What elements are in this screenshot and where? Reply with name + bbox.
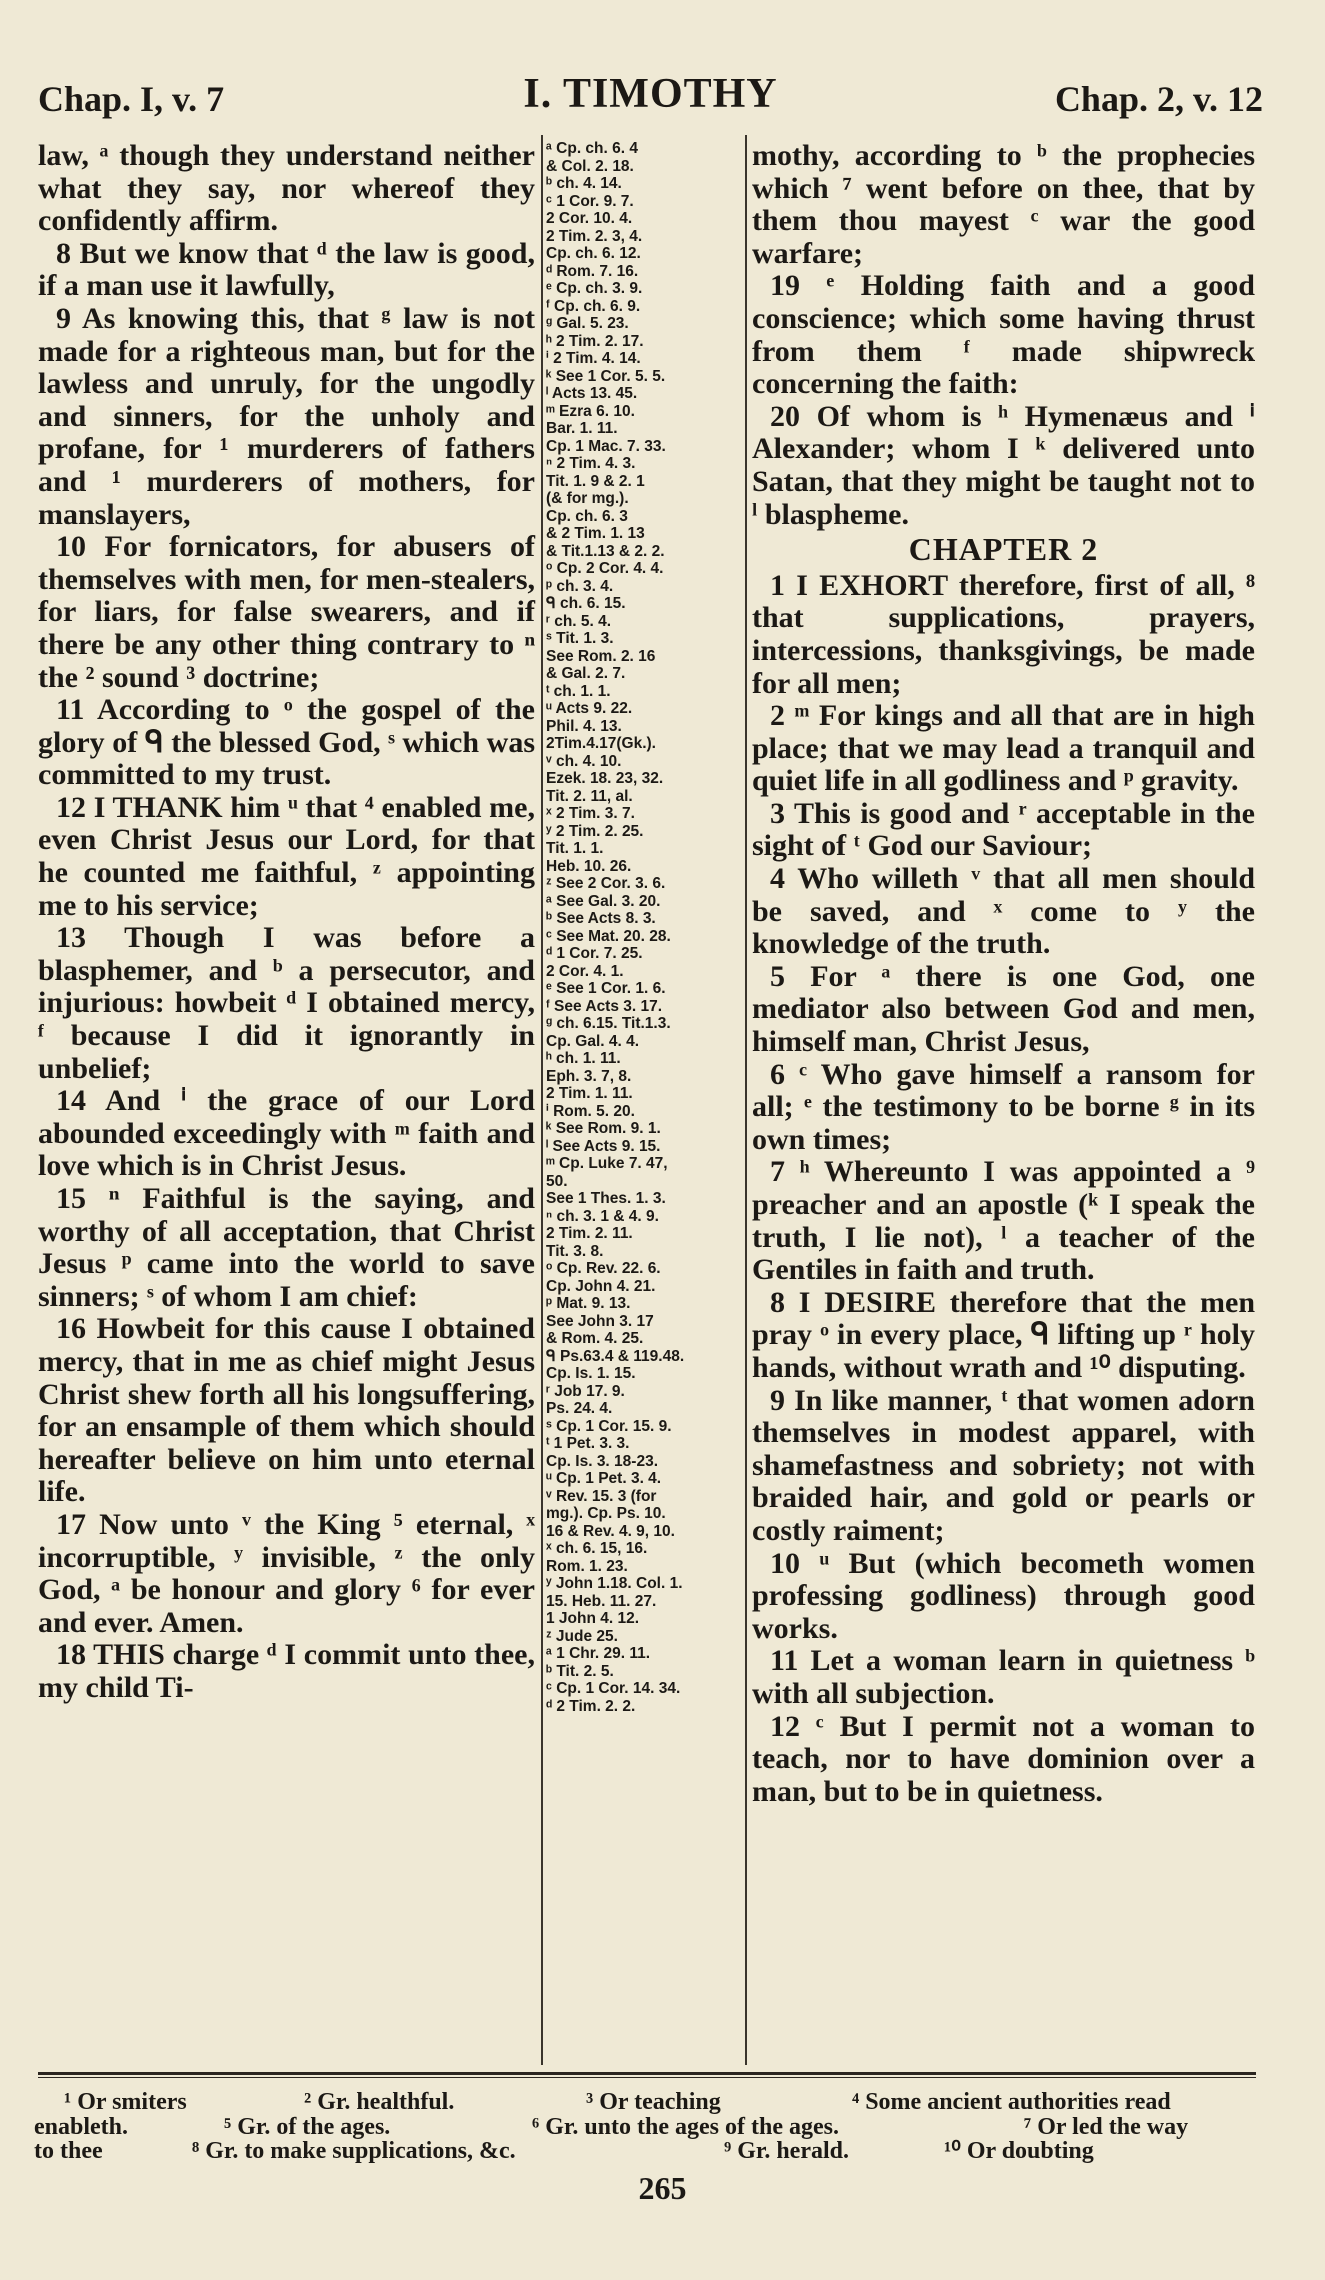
footnote-2: ² Gr. healthful. <box>304 2089 455 2115</box>
cross-reference: ᵘ Acts 9. 22. <box>546 700 633 717</box>
cross-reference: ᵗ 1 Pet. 3. 3. <box>546 1435 630 1452</box>
verse-v18: 18 THIS charge ᵈ I commit unto thee, my child Ti- <box>38 1638 535 1704</box>
cross-reference: 15. Heb. 11. 27. <box>546 1592 657 1610</box>
cross-reference: ʰ 2 Tim. 2. 17. <box>546 332 644 350</box>
cross-reference: ᵇ ch. 4. 14. <box>546 175 622 192</box>
cross-reference: ᵏ See 1 Cor. 5. 5. <box>546 367 666 385</box>
cross-reference: 50. <box>546 1172 568 1190</box>
verse-c2v2: 2 ᵐ For kings and all that are in high place; that we may lead a tranquil and quiet life in all godliness and ᵖ gravity. <box>752 699 1255 798</box>
cross-reference: Cp. ch. 6. 3 <box>546 507 628 525</box>
cross-reference-column <box>546 140 742 2068</box>
footnote-1: ¹ Or smiters <box>64 2089 187 2115</box>
cross-reference: ⁿ 2 Tim. 4. 3. <box>546 455 636 472</box>
cross-reference: ᵛ Rev. 15. 3 (for <box>546 1487 657 1505</box>
cross-reference: (& for mg.). <box>546 490 629 507</box>
cross-reference: 2 Tim. 2. 11. <box>546 1225 633 1242</box>
cross-reference: Cp. Is. 1. 15. <box>546 1365 636 1382</box>
verse-v16: 16 Howbeit for this cause I obtained mercy, that in me as chief might Jesus Christ shew forth all his longsuffering, for an ensample of them which should hereafter believe on him unto eternal life. <box>38 1312 535 1509</box>
cross-reference: ᵈ 1 Cor. 7. 25. <box>546 945 643 962</box>
cross-reference: 16 & Rev. 4. 9, 10. <box>546 1522 675 1540</box>
cross-reference: Cp. Gal. 4. 4. <box>546 1032 640 1050</box>
cross-reference: ᶜ See Mat. 20. 28. <box>546 927 671 945</box>
cross-reference: ᵃ 1 Chr. 29. 11. <box>546 1645 651 1662</box>
cross-reference: Cp. ch. 6. 12. <box>546 245 641 262</box>
cross-reference: ᵇ Tit. 2. 5. <box>546 1662 614 1680</box>
cross-reference: Rom. 1. 23. <box>546 1557 628 1575</box>
cross-reference: ᵈ 2 Tim. 2. 2. <box>546 1697 636 1715</box>
footnote-7-continued: to thee <box>34 2138 103 2164</box>
verse-c2v6: 6 ᶜ Who gave himself a ransom for all; ᵉ the testimony to be borne ᵍ in its own times; <box>752 1057 1255 1156</box>
verse-v19: 19 ᵉ Holding faith and a good conscience; which some having thrust from them ᶠ made shipwreck concerning the faith: <box>752 269 1255 401</box>
footnote-4-continued: enableth. <box>34 2113 129 2140</box>
verse-v14: 14 And ⁱ the grace of our Lord abounded exceedingly with ᵐ faith and love which is in Christ Jesus. <box>38 1084 535 1183</box>
cross-reference: ᵃ See Gal. 3. 20. <box>546 892 661 910</box>
cross-reference: ᵈ Rom. 7. 16. <box>546 262 639 280</box>
cross-reference: ᵖ Mat. 9. 13. <box>546 1295 631 1312</box>
cross-reference: ᶜ Cp. 1 Cor. 14. 34. <box>546 1680 681 1697</box>
verse-c2v3: 3 This is good and ʳ acceptable in the sight of ᵗ God our Saviour; <box>752 796 1255 863</box>
header-book-title: I. TIMOTHY <box>523 71 778 117</box>
cross-reference: Cp. 1 Mac. 7. 33. <box>546 437 666 455</box>
cross-reference: Tit. 1. 1. <box>546 840 604 857</box>
cross-reference: Bar. 1. 11. <box>546 420 618 437</box>
cross-reference: ˡ See Acts 9. 15. <box>546 1137 661 1155</box>
footnote-8: ⁸ Gr. to make supplications, &c. <box>192 2138 516 2164</box>
cross-reference: ʸ 2 Tim. 2. 25. <box>546 822 644 840</box>
cross-reference: ᵍ ch. 6.15. Tit.1.3. <box>546 1015 671 1032</box>
footnote-7: ⁷ Or led the way <box>1024 2113 1189 2140</box>
column-divider-right <box>745 135 747 2065</box>
verse-v8: 8 But we know that ᵈ the law is good, if a man use it lawfully, <box>38 236 535 303</box>
footnote-rule-thin <box>38 2077 1256 2078</box>
cross-reference: See 1 Thes. 1. 3. <box>546 1190 666 1207</box>
cross-reference: ᵐ Cp. Luke 7. 47, <box>546 1155 668 1172</box>
cross-reference: Tit. 2. 11, al. <box>546 787 633 805</box>
cross-reference: ˣ 2 Tim. 3. 7. <box>546 805 635 822</box>
cross-reference: & Rom. 4. 25. <box>546 1330 644 1347</box>
verse-v20: 20 Of whom is ʰ Hymenæus and ⁱ Alexander; whom I ᵏ delivered unto Satan, that they might be taught not to ˡ blaspheme. <box>752 399 1255 531</box>
cross-reference: ˡ Acts 13. 45. <box>546 385 638 402</box>
footnote-5: ⁵ Gr. of the ages. <box>224 2113 391 2140</box>
chapter-heading: CHAPTER 2 <box>908 531 1099 568</box>
verse-c2v4: 4 Who willeth ᵛ that all men should be saved, and ˣ come to ʸ the knowledge of the truth. <box>752 862 1255 961</box>
cross-reference: ᵘ Cp. 1 Pet. 3. 4. <box>546 1470 662 1487</box>
cross-reference: ᑫ Ps.63.4 & 119.48. <box>546 1347 685 1365</box>
verse-c2v7: 7 ʰ Whereunto I was appointed a ⁹ preacher and an apostle (ᵏ I speak the truth, I lie not), ˡ a teacher of the Gentiles in faith and truth. <box>752 1155 1255 1287</box>
cross-reference: ᵉ Cp. ch. 3. 9. <box>546 280 643 297</box>
cross-reference: ᵍ Gal. 5. 23. <box>546 315 629 332</box>
running-header <box>38 70 1263 130</box>
cross-reference: Cp. Is. 3. 18-23. <box>546 1452 658 1470</box>
cross-reference: See Rom. 2. 16 <box>546 647 656 665</box>
footnote-3: ³ Or teaching <box>586 2089 721 2115</box>
cross-reference: & Gal. 2. 7. <box>546 665 626 682</box>
cross-reference: ᵐ Ezra 6. 10. <box>546 402 635 420</box>
cross-reference: ᵗ ch. 1. 1. <box>546 682 611 700</box>
cross-reference: & 2 Tim. 1. 13 <box>546 525 645 542</box>
verse-v17: 17 Now unto ᵛ the King ⁵ eternal, ˣ incorruptible, ʸ invisible, ᶻ the only God, ᵃ be honour and glory ⁶ for ever and ever. Amen. <box>38 1507 535 1639</box>
cross-reference: ʸ John 1.18. Col. 1. <box>546 1575 683 1592</box>
cross-reference: Tit. 3. 8. <box>546 1242 604 1260</box>
cross-reference: Ps. 24. 4. <box>546 1400 613 1417</box>
verse-v15: 15 ⁿ Faithful is the saying, and worthy of all acceptation, that Christ Jesus ᵖ came into the world to save sinners; ˢ of whom I am chief: <box>38 1182 535 1313</box>
cross-reference: ᶻ Jude 25. <box>546 1627 618 1645</box>
header-right: Chap. 2, v. 12 <box>1054 79 1263 119</box>
cross-reference: Cp. John 4. 21. <box>546 1277 656 1295</box>
footnote-4: ⁴ Some ancient authorities read <box>852 2089 1171 2115</box>
cross-reference: ᶠ See Acts 3. 17. <box>546 997 663 1015</box>
verse-c2v12: 12 ᶜ But I permit not a woman to teach, nor to have dominion over a man, but to be in quietness. <box>752 1709 1255 1808</box>
verse-v10: 10 For fornicators, for abusers of themselves with men, for men-stealers, for liars, for false swearers, and if there be any other thing contrary to ⁿ the ² sound ³ doctrine; <box>38 530 535 694</box>
cross-reference: ˢ Cp. 1 Cor. 15. 9. <box>546 1417 672 1435</box>
cross-reference: ᵒ Cp. 2 Cor. 4. 4. <box>546 560 664 577</box>
left-text-column <box>38 140 535 1705</box>
verse-v9: 9 As knowing this, that ᵍ law is not made for a righteous man, but for the lawless and unruly, for the ungodly and sinners, for the unholy and profane, for ¹ murderers of fathers and ¹ murderers of mothers, for manslayers, <box>38 301 535 531</box>
cross-reference: mg.). Cp. Ps. 10. <box>546 1505 666 1522</box>
footnote-6: ⁶ Gr. unto the ages of the ages. <box>532 2113 839 2140</box>
verse-c2v11: 11 Let a woman learn in quietness ᵇ with all subjection. <box>752 1644 1255 1710</box>
verse-c2v1: 1 I EXHORT therefore, first of all, ⁸ that supplications, prayers, intercessions, thanksgivings, be made for all men; <box>752 568 1255 700</box>
column-divider-left <box>541 135 543 2065</box>
footnote-rule <box>38 2072 1256 2075</box>
cross-reference: ᵉ See 1 Cor. 1. 6. <box>546 980 666 997</box>
cross-reference: Eph. 3. 7, 8. <box>546 1067 632 1085</box>
cross-reference: Phil. 4. 13. <box>546 717 622 735</box>
cross-reference: ᶠ Cp. ch. 6. 9. <box>546 297 641 315</box>
header-left: Chap. I, v. 7 <box>38 79 225 119</box>
cross-reference: & Tit.1.13 & 2. 2. <box>546 542 665 560</box>
page-number: 265 <box>638 2170 687 2206</box>
cross-reference: 2 Tim. 2. 3, 4. <box>546 227 643 245</box>
cross-reference: ᵒ Cp. Rev. 22. 6. <box>546 1260 661 1277</box>
cross-reference: ˢ Tit. 1. 3. <box>546 630 614 647</box>
cross-reference: ᵏ See Rom. 9. 1. <box>546 1120 661 1137</box>
cross-reference: ʳ ch. 5. 4. <box>546 612 612 630</box>
cross-reference: ʳ Job 17. 9. <box>546 1382 625 1400</box>
right-text-column <box>752 140 1255 1808</box>
verse-c2v5: 5 For ᵃ there is one God, one mediator also between God and men, himself man, Christ Jesus, <box>752 959 1255 1059</box>
cross-reference: ⁱ Rom. 5. 20. <box>546 1102 635 1120</box>
footnotes <box>34 2089 1265 2164</box>
cross-reference: 2 Cor. 10. 4. <box>546 210 633 227</box>
cross-reference: 2 Tim. 1. 11. <box>546 1085 633 1102</box>
cross-reference: & Col. 2. 18. <box>546 157 634 175</box>
cross-reference: ⁱ 2 Tim. 4. 14. <box>546 350 641 367</box>
cross-reference: ᶜ 1 Cor. 9. 7. <box>546 192 634 210</box>
cross-reference: ᶻ See 2 Cor. 3. 6. <box>546 875 666 892</box>
cross-reference: ᵃ Cp. ch. 6. 4 <box>546 140 638 157</box>
verse-v12: 12 I THANK him ᵘ that ⁴ enabled me, even Christ Jesus our Lord, for that he counted me faithful, ᶻ appointing me to his service; <box>38 790 535 922</box>
verse-c2v8: 8 I DESIRE therefore that the men pray ᵒ in every place, ᑫ lifting up ʳ holy hands, without wrath and ¹⁰ disputing. <box>752 1285 1255 1384</box>
cross-reference: Ezek. 18. 23, 32. <box>546 770 664 787</box>
cross-reference: 2Tim.4.17(Gk.). <box>546 735 656 752</box>
verse-v11: 11 According to ᵒ the gospel of the glory of ᑫ the blessed God, ˢ which was committed to my trust. <box>38 693 535 792</box>
cross-reference: 1 John 4. 12. <box>546 1610 640 1627</box>
cross-reference: ˣ ch. 6. 15, 16. <box>546 1540 648 1557</box>
footnote-10: ¹⁰ Or doubting <box>944 2138 1094 2164</box>
cross-reference: ʰ ch. 1. 11. <box>546 1050 621 1067</box>
cross-reference: ᵛ ch. 4. 10. <box>546 752 622 770</box>
cross-reference: ᵖ ch. 3. 4. <box>546 577 614 595</box>
cross-reference: See John 3. 17 <box>546 1312 654 1330</box>
cross-reference: ⁿ ch. 3. 1 & 4. 9. <box>546 1207 659 1225</box>
verse-c2v10: 10 ᵘ But (which becometh women professing godliness) through good works. <box>752 1546 1255 1645</box>
verse-v13: 13 Though I was before a blasphemer, and ᵇ a persecutor, and injurious: howbeit ᵈ I obtained mercy, ᶠ because I did it ignorantly in unbelief; <box>38 921 535 1085</box>
footnote-9: ⁹ Gr. herald. <box>724 2138 849 2164</box>
cross-reference: Tit. 1. 9 & 2. 1 <box>546 472 645 490</box>
verse-v7c: law, ᵃ though they understand neither what they say, nor whereof they confidently affirm. <box>38 139 535 238</box>
cross-reference: ᑫ ch. 6. 15. <box>546 595 626 612</box>
cross-reference: 2 Cor. 4. 1. <box>546 962 624 980</box>
verse-v18c: mothy, according to ᵇ the prophecies which ⁷ went before on thee, that by them thou mayest ᶜ war the good warfare; <box>752 139 1255 270</box>
cross-reference: ᵇ See Acts 8. 3. <box>546 910 656 927</box>
verse-c2v9: 9 In like manner, ᵗ that women adorn themselves in modest apparel, with shamefastness and sobriety; not with braided hair, and gold or pearls or costly raiment; <box>752 1383 1255 1547</box>
cross-reference: Heb. 10. 26. <box>546 857 632 875</box>
